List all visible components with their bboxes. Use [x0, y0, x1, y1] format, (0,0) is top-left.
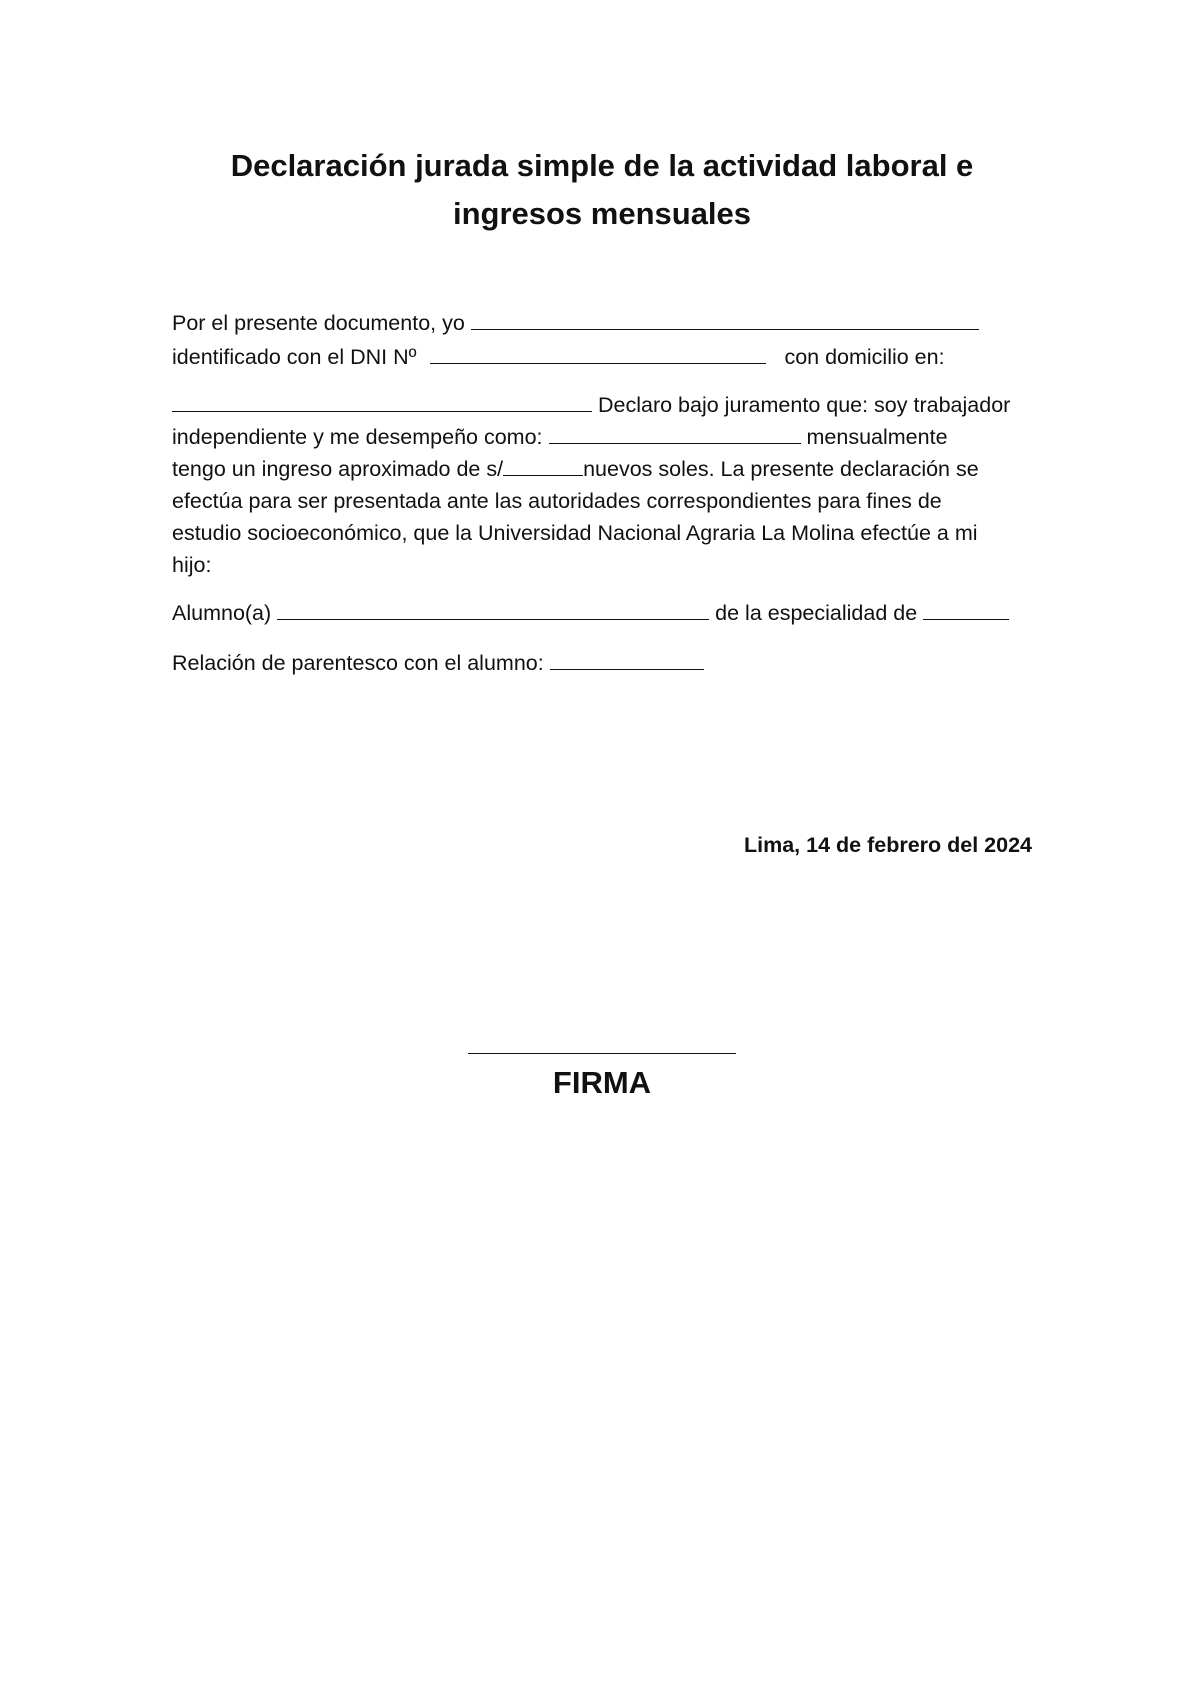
monthly-text: mensualmente [806, 425, 948, 449]
income-blank[interactable] [503, 455, 583, 476]
body-line-4 [172, 421, 948, 453]
relationship-label: Relación de parentesco con el alumno: [172, 651, 544, 675]
dni-label: identificado con el DNI Nº [172, 345, 417, 369]
occupation-blank[interactable] [549, 423, 801, 444]
body-line-3 [172, 389, 1010, 421]
student-label: Alumno(a) [172, 601, 272, 625]
signature-label: FIRMA [552, 1065, 652, 1100]
domicile-label: con domicilio en: [784, 345, 945, 369]
name-intro-text: Por el presente documento, yo [172, 311, 465, 335]
body-line-5 [172, 453, 979, 485]
body-line-2 [172, 341, 945, 373]
income-label: tengo un ingreso aproximado de s/ [172, 457, 504, 481]
body-line-9 [172, 597, 1009, 629]
name-blank[interactable] [471, 309, 979, 330]
student-blank[interactable] [277, 599, 709, 620]
domicile-blank[interactable] [172, 391, 592, 412]
body-line-1 [172, 307, 979, 339]
specialty-label: de la especialidad de [715, 601, 918, 625]
specialty-blank[interactable] [923, 599, 1009, 620]
body-line-10 [172, 647, 704, 679]
document-title-line-2: ingresos mensuales [452, 196, 752, 231]
declaration-text: Declaro bajo juramento que: soy trabajador [597, 393, 1011, 417]
dni-blank[interactable] [430, 343, 766, 364]
date-text: Lima, 14 de febrero del 2024 [744, 833, 1032, 857]
body-line-7: estudio socioeconómico, que la Universidad Nacional Agraria La Molina efectúe a mi [172, 521, 978, 545]
relationship-blank[interactable] [550, 649, 704, 670]
income-unit-text: nuevos soles. La presente declaración se [583, 457, 979, 481]
body-line-6: efectúa para ser presentada ante las autoridades correspondientes para fines de [172, 489, 942, 513]
occupation-label: independiente y me desempeño como: [172, 425, 543, 449]
body-line-8: hijo: [172, 553, 212, 577]
signature-line[interactable] [468, 1053, 736, 1054]
document-title-line-1: Declaración jurada simple de la actividad laboral e [230, 148, 974, 183]
